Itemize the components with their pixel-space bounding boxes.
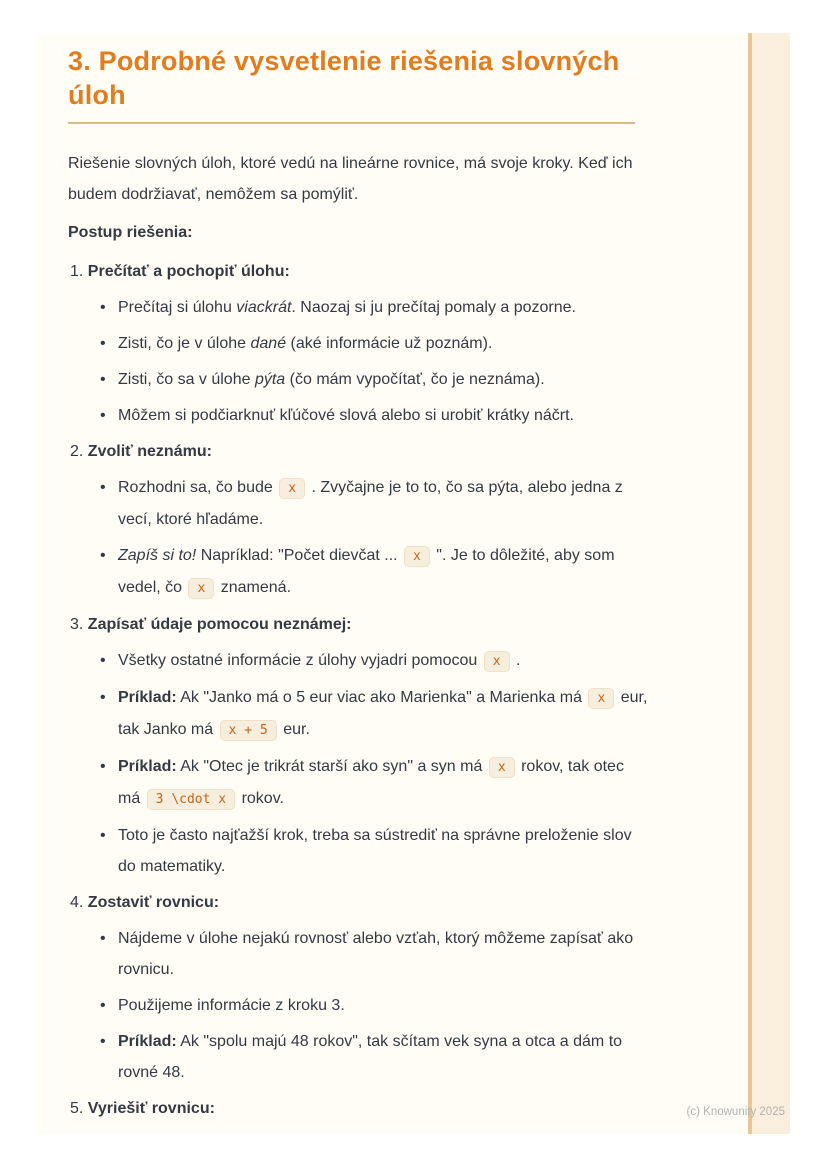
steps-list	[68, 256, 650, 1124]
text-run: Ak "Otec je trikrát starší ako syn" a syn má	[176, 758, 487, 775]
bullet-list	[68, 472, 650, 604]
inline-code-chip: x + 5	[220, 720, 277, 741]
bullet-item	[100, 751, 650, 815]
italic-text: pýta	[254, 371, 286, 388]
text-run: Prečítaj si úlohu	[118, 299, 237, 316]
text-run: eur, tak Janko má	[118, 689, 648, 738]
step-title	[70, 1093, 650, 1124]
inline-code-chip: 3 \cdot x	[147, 789, 235, 810]
text-run: Riešenie slovných úloh, ktoré vedú na lineárne rovnice, má svoje kroky. Keď ich budem dodržiavať, nemôžem sa pomýliť.	[68, 155, 633, 203]
page-edge-strip	[752, 33, 790, 1134]
step-number: 4.	[70, 894, 84, 911]
text-run: (čo mám vypočítať, čo je neznáma).	[285, 371, 545, 388]
text-run: .	[511, 652, 521, 669]
copyright-footer: (c) Knowunity 2025	[686, 1106, 785, 1118]
italic-text: dané	[250, 335, 287, 352]
text-run: Všetky ostatné informácie z úlohy vyjadri pomocou	[118, 652, 482, 669]
bullet-item	[100, 820, 650, 882]
bullet-item	[100, 540, 650, 604]
inline-code-chip: x	[588, 688, 614, 709]
bold-text: Príklad:	[118, 1033, 177, 1050]
text-run: Použijeme informácie z kroku 3.	[118, 997, 345, 1014]
bullet-item	[100, 400, 650, 431]
step-title-text: Zostaviť rovnicu:	[87, 894, 220, 911]
inline-code-chip: x	[188, 578, 214, 599]
bullet-item	[100, 923, 650, 985]
step-number: 2.	[70, 443, 84, 460]
bold-text: Príklad:	[118, 758, 177, 775]
step-title	[70, 436, 650, 467]
step-title	[70, 609, 650, 640]
bullet-item	[100, 1026, 650, 1088]
bullet-list	[68, 923, 650, 1088]
document-content	[68, 44, 650, 1129]
inline-code-chip: x	[489, 757, 515, 778]
step-title-text: Zvoliť neznámu:	[87, 443, 212, 460]
inline-code-chip: x	[484, 651, 510, 672]
inline-code-chip: x	[404, 546, 430, 567]
step-item	[68, 1093, 650, 1124]
bold-text: Príklad:	[118, 689, 177, 706]
step-number: 5.	[70, 1100, 84, 1117]
step-item	[68, 609, 650, 882]
step-title-text: Vyriešiť rovnicu:	[87, 1100, 215, 1117]
step-number: 1.	[70, 263, 84, 280]
step-title	[70, 256, 650, 287]
text-run: Zisti, čo je v úlohe	[118, 335, 251, 352]
text-run: Toto je často najťažší krok, treba sa sústrediť na správne preloženie slov do matematiky.	[118, 827, 632, 875]
bullet-list	[68, 292, 650, 431]
step-item	[68, 256, 650, 431]
italic-text: viackrát	[236, 299, 292, 316]
step-title-text: Prečítať a pochopiť úlohu:	[87, 263, 290, 280]
text-run: (aké informácie už poznám).	[286, 335, 493, 352]
text-run: eur.	[278, 721, 310, 738]
step-item	[68, 887, 650, 1088]
intro-paragraph	[68, 148, 650, 210]
step-title-text: Zapísať údaje pomocou neznámej:	[87, 616, 352, 633]
bullet-item	[100, 645, 650, 677]
text-run: Ak "Janko má o 5 eur viac ako Marienka" a Marienka má	[176, 689, 587, 706]
text-run: ". Je to dôležité, aby som vedel, čo	[118, 547, 615, 596]
text-run: Zisti, čo sa v úlohe	[118, 371, 255, 388]
step-item	[68, 436, 650, 604]
text-run: znamená.	[216, 579, 292, 596]
steps-heading	[68, 217, 650, 248]
bold-text: Postup riešenia:	[68, 224, 193, 241]
text-run: Ak "spolu majú 48 rokov", tak sčítam vek syna a otca a dám to rovné 48.	[118, 1033, 623, 1081]
page-title: 3. Podrobné vysvetlenie riešenia slovných úloh	[68, 46, 620, 110]
text-run: Napríklad: "Počet dievčat ...	[196, 547, 403, 564]
bullet-item	[100, 364, 650, 395]
bullet-list	[68, 645, 650, 882]
text-run: Rozhodni sa, čo bude	[118, 479, 278, 496]
bullet-item	[100, 682, 650, 746]
bullet-item	[100, 990, 650, 1021]
bullet-item	[100, 472, 650, 535]
document-card	[36, 33, 790, 1134]
text-run: . Zvyčajne je to to, čo sa pýta, alebo jedna z vecí, ktoré hľadáme.	[118, 479, 623, 528]
title-divider	[68, 122, 635, 124]
bullet-item	[100, 292, 650, 323]
inline-code-chip: x	[279, 478, 305, 499]
text-run: rokov.	[237, 790, 284, 807]
bullet-item	[100, 328, 650, 359]
text-run: rokov, tak otec má	[118, 758, 624, 807]
text-run: Nájdeme v úlohe nejakú rovnosť alebo vzťah, ktorý môžeme zapísať ako rovnicu.	[118, 930, 634, 978]
text-run: . Naozaj si ju prečítaj pomaly a pozorne.	[291, 299, 576, 316]
text-run: Môžem si podčiarknuť kľúčové slová alebo si urobiť krátky náčrt.	[118, 407, 574, 424]
document-body	[68, 148, 650, 1124]
step-number: 3.	[70, 616, 84, 633]
italic-text: Zapíš si to!	[118, 547, 197, 564]
step-title	[70, 887, 650, 918]
